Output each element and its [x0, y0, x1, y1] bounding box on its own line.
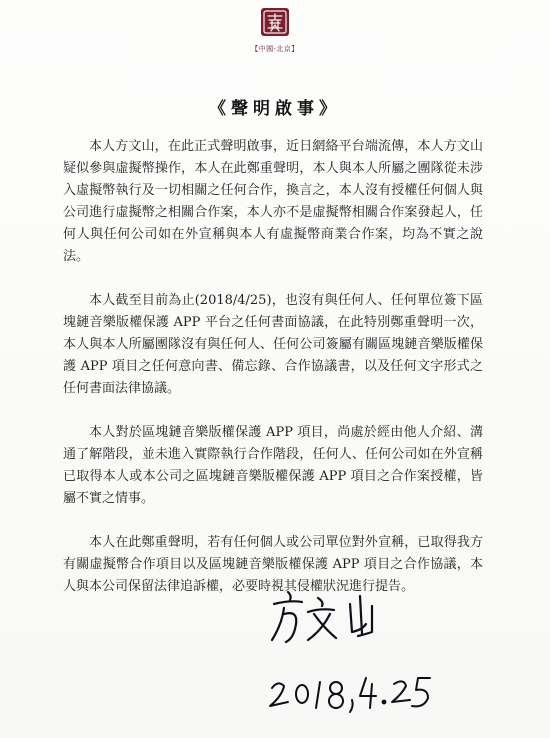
paragraph-3: 本人對於區塊鏈音樂版權保護 APP 項目，尚處於經由他人介紹、溝通了解階段，並未進入實際執行合作階段，任何人、任何公司如在外宣稱已取得本人或本公司之區塊鏈音樂版權保護 APP 項目之合作案授權，皆屬不實之情事。 [63, 425, 483, 506]
seal-logo-icon [259, 6, 291, 38]
paragraph-4: 本人在此鄭重聲明，若有任何個人或公司單位對外宣稱，已取得我方有關虛擬幣合作項目以及區塊鏈音樂版權保護 APP 項目之合作協議，本人與本公司保留法律追訴權，必要時視其侵權狀況進行提告。 [63, 535, 483, 594]
paragraph-1: 本人方文山，在此正式聲明啟事，近日網絡平台端流傳，本人方文山疑似參與虛擬幣操作，本人在此鄭重聲明，本人與本人所屬之團隊從未涉入虛擬幣執行及一切相關之任何合作，換言之，本人沒有授權任何個人與公司進行虛擬幣之相關合作案，本人亦不是虛擬幣相關合作案發起人，任何人與任何公司如在外宣稱與本人有虛擬幣商業合作案，均為不實之說法。 [63, 139, 483, 264]
signature-name-strokes [272, 592, 372, 642]
document-title: 《聲明啟事》 [209, 99, 341, 119]
signature-date-strokes [270, 678, 430, 712]
paragraph-2: 本人截至目前為止(2018/4/25)，也沒有與任何人、任何單位簽下區塊鏈音樂版權保護 APP 平台之任何書面協議，在此特別鄭重聲明一次，本人與本人所屬團隊沒有與任何人、任何公司簽屬有關區塊鏈音樂版權保護 APP 項目之任何意向書、備忘錄、合作協議書，以及任何文字形式之任何書面法律協議。 [63, 293, 483, 396]
statement-body [63, 136, 483, 620]
logo-caption: 【中國·北京】 [251, 45, 299, 53]
handwritten-signature [262, 584, 442, 734]
